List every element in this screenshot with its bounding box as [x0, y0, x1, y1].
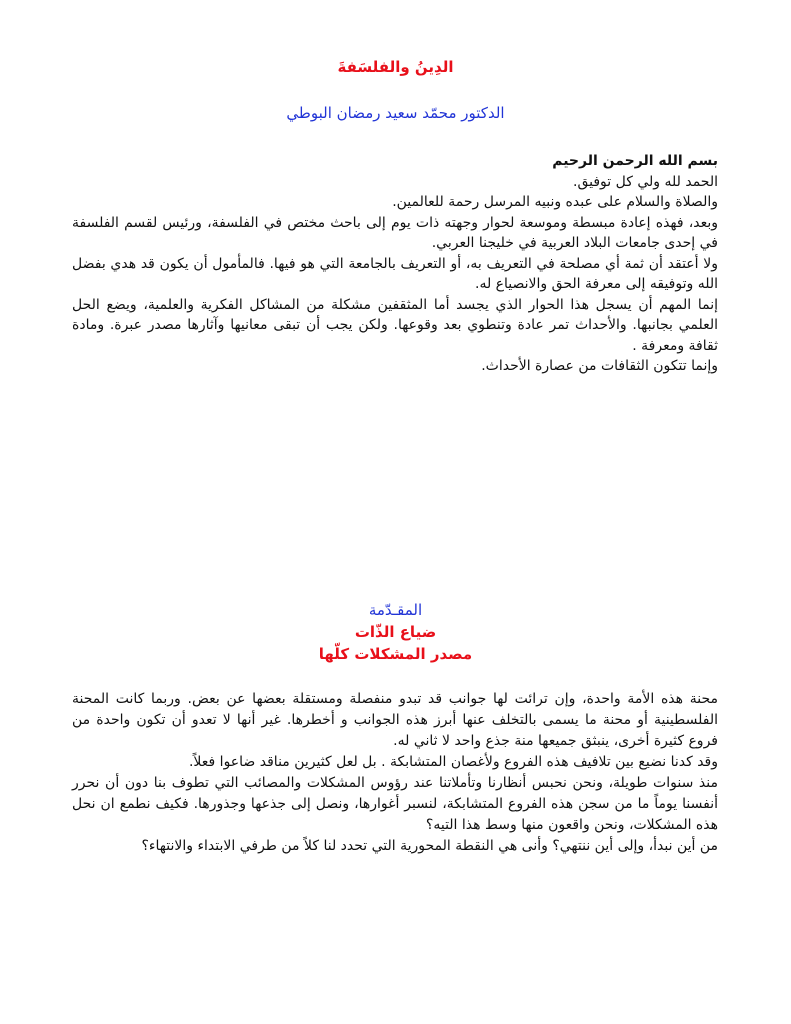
document-title: الدِينُ والفلسَفةَ — [337, 58, 454, 76]
body-paragraph: منذ سنوات طويلة، ونحن نحبس أنظارنا وتأملاتنا عند رؤوس المشكلات والمصائب التي تطوف بنا دون أن نحرر أنفسنا يوماً ما من سجن هذه الفروع المتشابكة، لنسبر أغوارها، ونصل إلى جذعها وجذورها. فكيف نطمع ان نحل هذه المشكلات، ونحن واقعون منها وسط هذا التيه؟ — [72, 775, 718, 833]
intro-paragraph: إنما المهم أن يسجل هذا الحوار الذي يجسد أما المثقفين مشكلة من المشاكل الفكرية والعلمية، ويضع الحل العلمي بجانبها. والأحداث تمر عادة وتنطوي بعد وقوعها. ولكن يجب أن تبقى معانيها وآثارها مصدر عبرة. ومادة ثقافة ومعرفة . — [72, 296, 718, 354]
section-subheading-1: ضياع الذّات — [354, 623, 437, 641]
body-paragraph: وقد كدنا نضيع بين تلافيف هذه الفروع ولأغصان المتشابكة . بل لعل كثيرين مناقد ضاعوا فعلاً. — [188, 754, 718, 770]
body-paragraph: محنة هذه الأمة واحدة، وإن ترائت لها جوانب قد تبدو منفصلة ومستقلة بعضها عن بعض. وربما كانت المحنة الفلسطينية أو محنة ما يسمى بالتخلف عنها أبرز هذه الجوانب و أخطرها. غير أنها لا تعدو أن تكون واحدة من فروع كثيرة أخرى، ينبثق جميعها منة جذع واحد لا ثاني له. — [72, 691, 718, 749]
section-subheading-2: مصدر المشكلات كلّها — [318, 645, 473, 663]
intro-paragraph: الحمد لله ولي كل توفيق. — [573, 173, 718, 190]
intro-section — [72, 151, 718, 377]
author-name: الدكتور محمّد سعيد رمضان البوطي — [286, 104, 505, 122]
intro-paragraph: ولا أعتقد أن ثمة أي مصلحة في التعريف به، أو التعريف بالجامعة التي هو فيها. فالمأمول أن يكون قد هدي بفضل الله وتوفيقه إلى معرفة الحق والانصياع له. — [72, 255, 718, 292]
basmala: بسم الله الرحمن الرحيم — [552, 153, 718, 169]
intro-paragraph: وبعد، فهذه إعادة مبسطة وموسعة لحوار وجهته ذات يوم إلى باحث مختص في الفلسفة، ورئيس لقسم الفلسفة في إحدى جامعات البلاد العربية في خليجنا العربي. — [72, 214, 718, 251]
section-heading: المقـدّمة — [368, 601, 423, 619]
body-paragraph: من أين نبدأ، وإلى أين ننتهي؟ وأنى هي النقطة المحورية التي تحدد لنا كلاً من طرفي الابتداء والانتهاء؟ — [141, 838, 718, 854]
section-headings — [0, 599, 791, 665]
intro-paragraph: والصلاة والسلام على عبده ونبيه المرسل رحمة للعالمين. — [392, 194, 718, 210]
main-section — [72, 689, 718, 857]
intro-paragraph: وإنما تتكون الثقافات من عصارة الأحداث. — [481, 358, 718, 374]
